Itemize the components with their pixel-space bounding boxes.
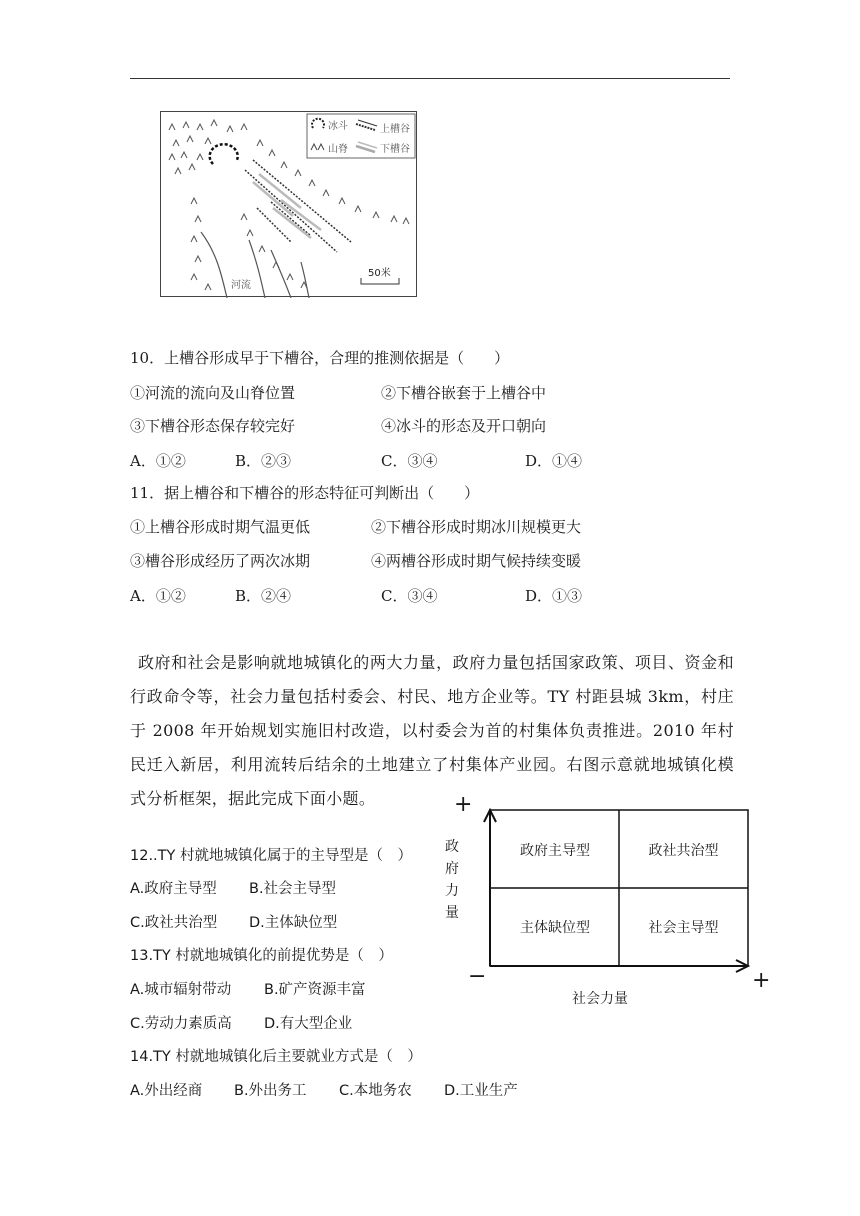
question-10-choice-d: D．①④	[525, 452, 583, 470]
question-14-choice-b: B.外出务工	[234, 1083, 307, 1099]
quadrant-co-governance: 政社共治型	[648, 842, 719, 859]
question-11-option-4: ④两槽谷形成时期气候持续变暖	[371, 552, 582, 570]
river-label: 河流	[231, 280, 251, 291]
origin-minus: −	[468, 964, 487, 989]
glacial-valley-map	[160, 111, 417, 297]
legend-lower-trough-label: 下槽谷	[380, 144, 410, 155]
urbanization-framework-diagram	[440, 792, 780, 1020]
quadrant-government-led: 政府主导型	[520, 842, 590, 859]
question-11-option-3: ③槽谷形成经历了两次冰期	[130, 552, 311, 570]
question-11-option-1: ①上槽谷形成时期气温更低	[130, 518, 311, 536]
question-11-stem: 11．据上槽谷和下槽谷的形态特征可判断出（ ）	[130, 484, 480, 502]
question-11-option-2: ②下槽谷形成时期冰川规模更大	[371, 518, 582, 536]
x-axis-label: 社会力量	[572, 991, 628, 1007]
question-13-choice-d: D.有大型企业	[264, 1016, 353, 1032]
question-11-choice-c: C．③④	[381, 587, 438, 605]
question-10-choice-a: A．①②	[130, 452, 186, 470]
question-12-choice-b: B.社会主导型	[249, 881, 337, 897]
legend-cirque-label: 冰斗	[328, 121, 348, 132]
question-10-option-1: ①河流的流向及山脊位置	[130, 384, 296, 402]
quadrant-subject-absent: 主体缺位型	[520, 920, 590, 936]
question-11-choice-b: B．②④	[235, 587, 292, 605]
question-12-choice-d: D.主体缺位型	[249, 915, 338, 931]
question-14-choice-a: A.外出经商	[130, 1083, 203, 1099]
question-13-choice-c: C.劳动力素质高	[130, 1016, 232, 1032]
legend-upper-trough-label: 上槽谷	[380, 124, 410, 135]
question-11-choice-a: A．①②	[130, 587, 186, 605]
legend-ridge-label: 山脊	[328, 144, 348, 155]
y-axis-label: 政府力量	[445, 839, 459, 921]
scale-label: 50米	[368, 268, 391, 279]
question-12-choice-a: A.政府主导型	[130, 881, 217, 897]
question-12-choice-c: C.政社共治型	[130, 915, 218, 931]
question-10-stem: 10．上槽谷形成早于下槽谷，合理的推测依据是（ ）	[130, 349, 510, 367]
y-axis-plus: +	[454, 792, 473, 817]
quadrant-society-led: 社会主导型	[648, 920, 719, 936]
question-13-stem: 13.TY 村就地城镇化的前提优势是（ ）	[130, 948, 393, 964]
question-10-choice-b: B．②③	[235, 452, 292, 470]
question-10-option-4: ④冰斗的形态及开口朝向	[381, 417, 547, 435]
x-axis-plus: +	[752, 968, 771, 993]
question-10-option-3: ③下槽谷形态保存较完好	[130, 417, 296, 435]
question-10-option-2: ②下槽谷嵌套于上槽谷中	[381, 384, 547, 402]
question-14-choice-d: D.工业生产	[444, 1083, 518, 1099]
question-10-choice-c: C．③④	[381, 452, 438, 470]
passage-text: 政府和社会是影响就地城镇化的两大力量，政府力量包括国家政策、项目、资金和行政命令等，社会力量包括村委会、村民、地方企业等。TY 村距县城 3km，村庄于 2008 年开始规划实施旧村改造，以村委会为首的村集体负责推进。2010 年村民迁入新居，利用流转后结余的土地建立了村集体产业园。右图示意就地城镇化模式分析框架，据此完成下面小题。	[130, 653, 734, 808]
question-13-choice-a: A.城市辐射带动	[130, 982, 232, 998]
question-14-choice-c: C.本地务农	[339, 1083, 412, 1099]
header-rule	[130, 78, 730, 79]
question-12-stem: 12..TY 村就地城镇化属于的主导型是（ ）	[130, 848, 412, 864]
question-14-stem: 14.TY 村就地城镇化后主要就业方式是（ ）	[130, 1049, 422, 1065]
question-11-choice-d: D．①③	[525, 587, 583, 605]
question-13-choice-b: B.矿产资源丰富	[264, 982, 366, 998]
